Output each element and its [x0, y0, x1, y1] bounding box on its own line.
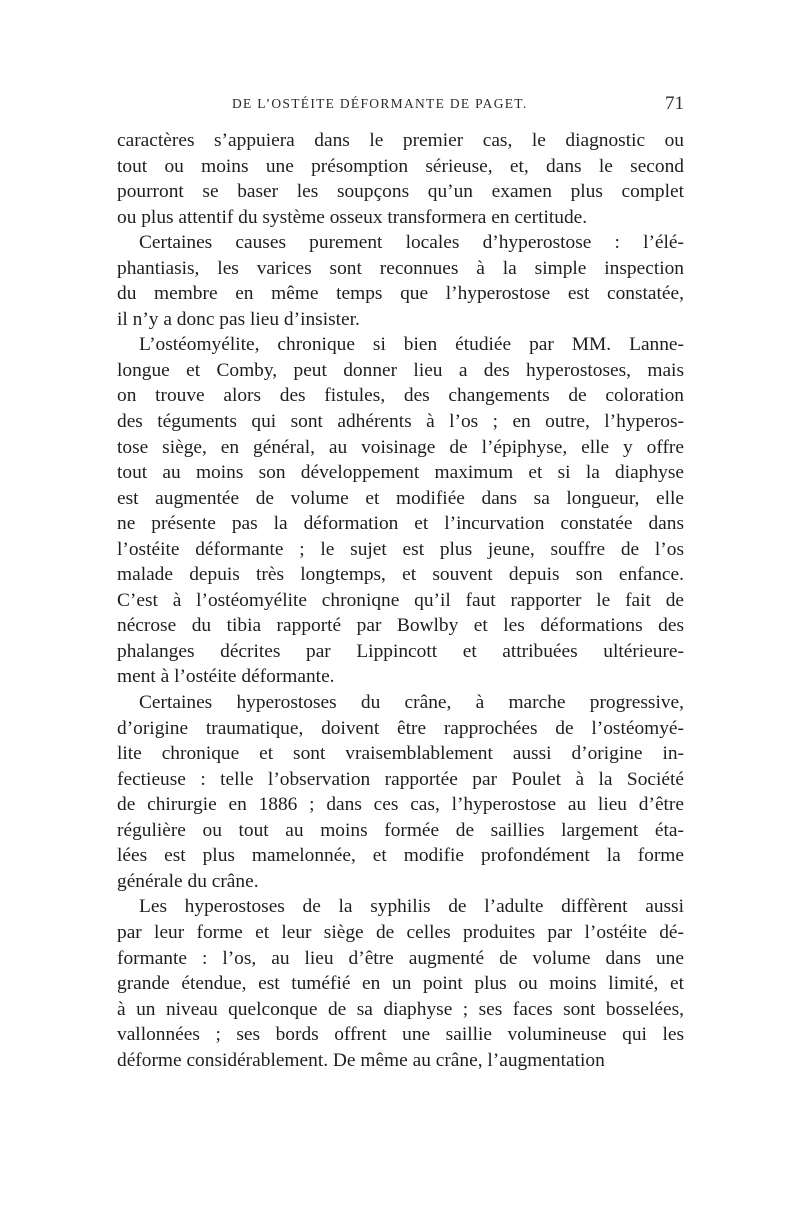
text-line: formante : l’os, au lieu d’être augmenté de volume dans une [117, 947, 684, 969]
text-line: déforme considérablement. De même au crâne, l’augmentation [117, 1049, 605, 1071]
text-line: ment à l’ostéite déformante. [117, 666, 335, 688]
text-line: il n’y a donc pas lieu d’insister. [117, 308, 360, 330]
text-line: phantiasis, les varices sont reconnues à la simple inspection [117, 257, 684, 279]
text-line: on trouve alors des fistules, des changements de coloration [117, 385, 684, 407]
text-line: lite chronique et sont vraisemblablement aussi d’origine in- [117, 743, 684, 765]
text-line: phalanges décrites par Lippincott et attribuées ultérieure- [117, 640, 684, 662]
text-line: générale du crâne. [117, 870, 259, 892]
text-line: par leur forme et leur siège de celles produites par l’ostéite dé- [117, 921, 684, 943]
text-line: ou plus attentif du système osseux transformera en certitude. [117, 206, 588, 228]
text-line: malade depuis très longtemps, et souvent depuis son enfance. [117, 564, 684, 586]
page-header [232, 93, 684, 120]
text-line: ne présente pas la déformation et l’incurvation constatée dans [117, 513, 684, 535]
running-head: DE L’OSTÉITE DÉFORMANTE DE PAGET. [232, 96, 528, 111]
text-line: C’est à l’ostéomyélite chroniqne qu’il faut rapporter le fait de [117, 589, 684, 611]
text-line: tose siège, en général, au voisinage de l’épiphyse, elle y offre [117, 436, 684, 458]
text-line: d’origine traumatique, doivent être rapprochées de l’ostéomyé- [117, 717, 684, 739]
text-line: pourront se baser les soupçons qu’un examen plus complet [117, 181, 684, 203]
text-line: nécrose du tibia rapporté par Bowlby et les déformations des [117, 615, 684, 637]
text-line: Certaines causes purement locales d’hyperostose : l’élé- [139, 232, 684, 254]
text-line: tout au moins son développement maximum et si la diaphyse [117, 462, 684, 484]
text-line: vallonnées ; ses bords offrent une saillie volumineuse qui les [117, 1024, 684, 1046]
text-line: Les hyperostoses de la syphilis de l’adulte diffèrent aussi [139, 896, 684, 918]
text-line: grande étendue, est tuméfié en un point plus ou moins limité, et [117, 973, 684, 995]
page-number: 71 [665, 93, 684, 114]
body-text [117, 128, 684, 1073]
text-line: à un niveau quelconque de sa diaphyse ; ses faces sont bosselées, [117, 998, 684, 1020]
text-line: fectieuse : telle l’observation rapportée par Poulet à la Société [117, 768, 684, 790]
text-line: est augmentée de volume et modifiée dans sa longueur, elle [117, 487, 684, 509]
text-line: Certaines hyperostoses du crâne, à marche progressive, [139, 692, 684, 714]
text-line: tout ou moins une présomption sérieuse, et, dans le second [117, 155, 684, 177]
text-line: caractères s’appuiera dans le premier cas, le diagnostic ou [117, 130, 684, 151]
text-line: L’ostéomyélite, chronique si bien étudiée par MM. Lanne- [139, 334, 684, 356]
text-line: longue et Comby, peut donner lieu a des hyperostoses, mais [117, 359, 684, 381]
text-line: régulière ou tout au moins formée de saillies largement éta- [117, 819, 684, 841]
text-line: de chirurgie en 1886 ; dans ces cas, l’hyperostose au lieu d’être [117, 794, 684, 816]
text-line: l’ostéite déformante ; le sujet est plus jeune, souffre de l’os [117, 538, 684, 560]
text-line: des téguments qui sont adhérents à l’os ; en outre, l’hyperos- [117, 411, 684, 433]
text-line: du membre en même temps que l’hyperostose est constatée, [117, 283, 684, 305]
text-line: lées est plus mamelonnée, et modifie profondément la forme [117, 845, 684, 867]
